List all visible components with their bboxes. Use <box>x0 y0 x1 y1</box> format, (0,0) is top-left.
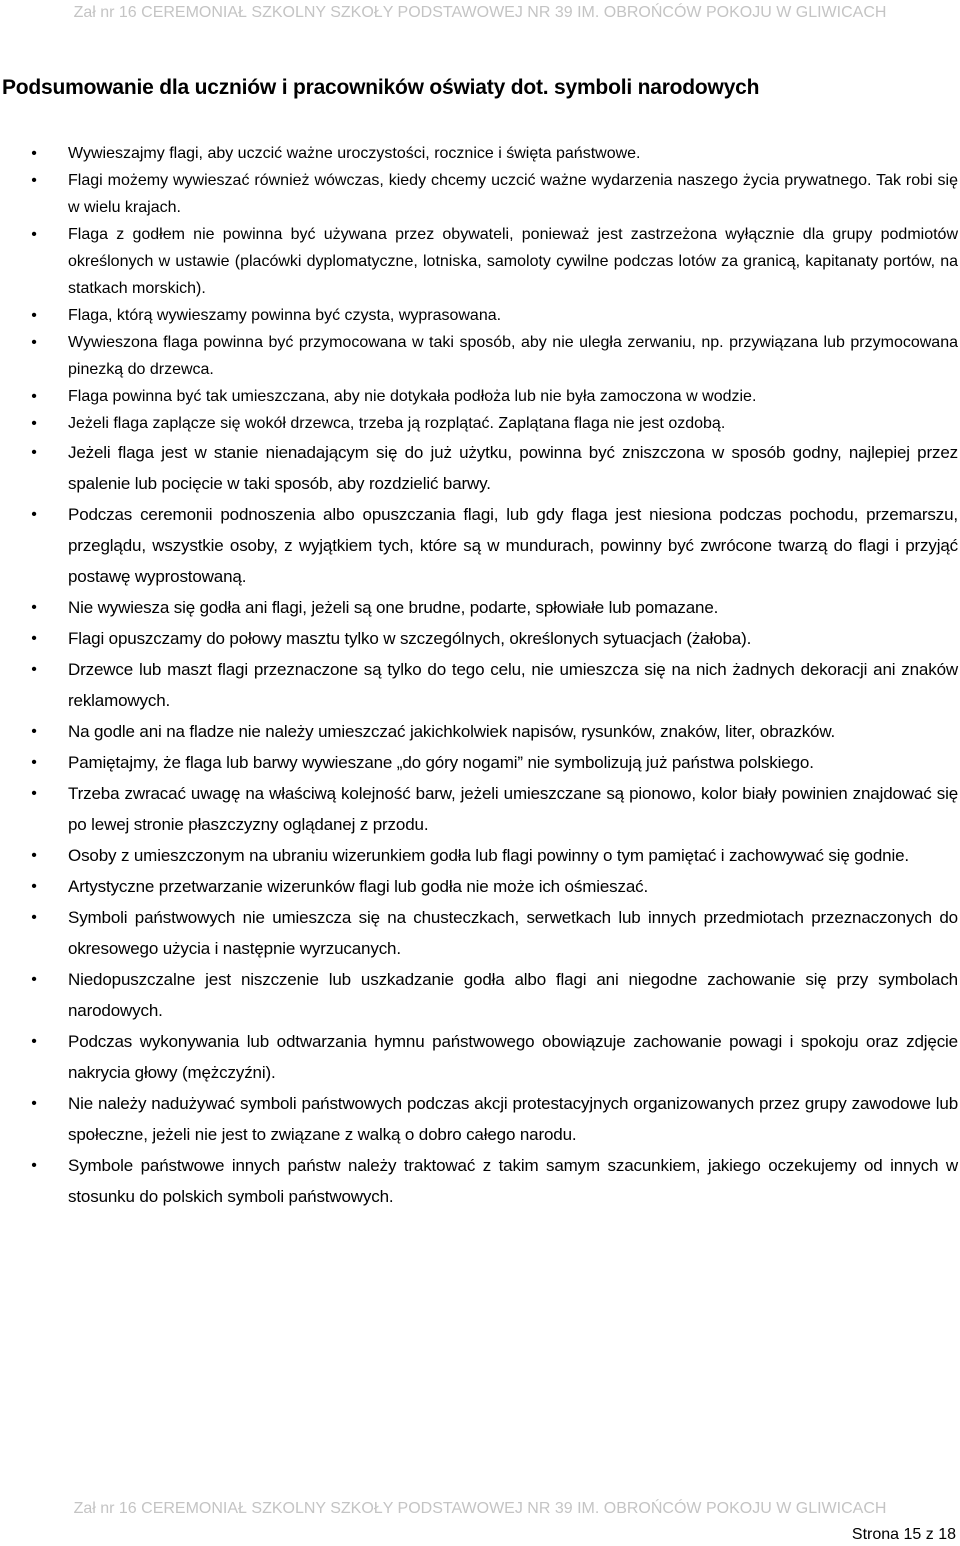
list-item-text: Pamiętajmy, że flaga lub barwy wywieszane „do góry nogami” nie symbolizują już państwa polskiego. <box>68 753 814 772</box>
list-item <box>0 654 960 716</box>
bullet-list <box>0 140 960 1212</box>
bullet-icon: • <box>31 388 37 405</box>
list-item-text: Podczas ceremonii podnoszenia albo opuszczania flagi, lub gdy flaga jest niesiona podczas pochodu, przemarszu, przeglądu, wszystkie osoby, z wyjątkiem tych, które są w mundurach, powinny być zwrócone twarzą do flagi i przyjąć postawę wyprostowaną. <box>68 505 958 586</box>
bullet-icon: • <box>31 145 37 162</box>
list-item-text: Nie należy nadużywać symboli państwowych podczas akcji protestacyjnych organizowanych przez grupy zawodowe lub społeczne, jeżeli nie jest to związane z walką o dobro całego narodu. <box>68 1094 958 1144</box>
bullet-icon: • <box>31 723 37 740</box>
list-item-text: Na godle ani na fladze nie należy umieszczać jakichkolwiek napisów, rysunków, znaków, liter, obrazków. <box>68 722 836 741</box>
page-header: Zał nr 16 CEREMONIAŁ SZKOLNY SZKOŁY PODSTAWOWEJ NR 39 IM. OBROŃCÓW POKOJU W GLIWICACH <box>73 4 887 21</box>
page-footer: Zał nr 16 CEREMONIAŁ SZKOLNY SZKOŁY PODSTAWOWEJ NR 39 IM. OBROŃCÓW POKOJU W GLIWICACH <box>73 1500 887 1517</box>
list-item-text: Flaga, którą wywieszamy powinna być czysta, wyprasowana. <box>68 307 502 324</box>
bullet-icon: • <box>31 971 37 988</box>
list-item-text: Nie wywiesza się godła ani flagi, jeżeli są one brudne, podarte, spłowiałe lub pomazane. <box>68 598 719 617</box>
list-item-text: Wywieszona flaga powinna być przymocowana w taki sposób, aby nie uległa zerwaniu, np. przywiązana lub przymocowana pinezką do drzewca. <box>68 334 958 378</box>
list-item-text: Flagi możemy wywieszać również wówczas, kiedy chcemy uczcić ważne wydarzenia naszego życia prywatnego. Tak robi się w wielu krajach. <box>68 172 958 216</box>
list-item <box>0 1150 960 1212</box>
bullet-icon: • <box>31 1095 37 1112</box>
list-item <box>0 437 960 499</box>
list-item <box>0 221 960 302</box>
list-item <box>0 747 960 778</box>
list-item-text: Symbole państwowe innych państw należy traktować z takim samym szacunkiem, jakiego oczekujemy od innych w stosunku do polskich symboli państwowych. <box>68 1156 958 1206</box>
page-number: Strona 15 z 18 <box>851 1526 956 1543</box>
list-item <box>0 716 960 747</box>
list-item-text: Osoby z umieszczonym na ubraniu wizerunkiem godła lub flagi powinny o tym pamiętać i zachowywać się godnie. <box>68 846 909 865</box>
list-item-text: Artystyczne przetwarzanie wizerunków flagi lub godła nie może ich ośmieszać. <box>68 877 649 896</box>
bullet-icon: • <box>31 878 37 895</box>
list-item-text: Symboli państwowych nie umieszcza się na chusteczkach, serwetkach lub innych przedmiotach przeznaczonych do okresowego użycia i następnie wyrzucanych. <box>68 908 958 958</box>
list-item <box>0 499 960 592</box>
list-item-text: Flaga powinna być tak umieszczana, aby nie dotykała podłoża lub nie była zamoczona w wodzie. <box>68 388 757 405</box>
bullet-icon: • <box>31 661 37 678</box>
list-item <box>0 383 960 410</box>
bullet-icon: • <box>31 785 37 802</box>
bullet-icon: • <box>31 444 37 461</box>
list-item <box>0 592 960 623</box>
list-item-text: Flaga z godłem nie powinna być używana przez obywateli, ponieważ jest zastrzeżona wyłącznie dla grupy podmiotów określonych w ustawie (placówki dyplomatyczne, lotniska, samoloty cywilne podczas lotów za granicą, kapitanaty portów, na statkach morskich). <box>68 226 958 297</box>
bullet-icon: • <box>31 226 37 243</box>
list-item <box>0 964 960 1026</box>
list-item <box>0 140 960 167</box>
bullet-icon: • <box>31 1033 37 1050</box>
list-item <box>0 410 960 437</box>
bullet-icon: • <box>31 630 37 647</box>
list-item <box>0 167 960 221</box>
list-item <box>0 871 960 902</box>
list-item-text: Niedopuszczalne jest niszczenie lub uszkadzanie godła albo flagi ani niegodne zachowanie się przy symbolach narodowych. <box>68 970 958 1020</box>
list-item-text: Trzeba zwracać uwagę na właściwą kolejność barw, jeżeli umieszczane są pionowo, kolor biały powinien znajdować się po lewej stronie płaszczyzny oglądanej z przodu. <box>68 784 958 834</box>
list-item <box>0 778 960 840</box>
list-item-text: Wywieszajmy flagi, aby uczcić ważne uroczystości, rocznice i święta państwowe. <box>68 145 641 162</box>
list-item-text: Podczas wykonywania lub odtwarzania hymnu państwowego obowiązuje zachowanie powagi i spokoju oraz zdjęcie nakrycia głowy (mężczyźni). <box>68 1032 958 1082</box>
list-item <box>0 1026 960 1088</box>
bullet-icon: • <box>31 909 37 926</box>
list-item <box>0 1088 960 1150</box>
list-item <box>0 329 960 383</box>
list-item <box>0 623 960 654</box>
bullet-icon: • <box>31 599 37 616</box>
bullet-icon: • <box>31 754 37 771</box>
bullet-icon: • <box>31 1157 37 1174</box>
bullet-icon: • <box>31 307 37 324</box>
page-title: Podsumowanie dla uczniów i pracowników oświaty dot. symboli narodowych <box>2 76 760 99</box>
bullet-icon: • <box>31 172 37 189</box>
list-item <box>0 902 960 964</box>
bullet-icon: • <box>31 415 37 432</box>
list-item <box>0 302 960 329</box>
bullet-icon: • <box>31 334 37 351</box>
bullet-icon: • <box>31 506 37 523</box>
list-item-text: Drzewce lub maszt flagi przeznaczone są tylko do tego celu, nie umieszcza się na nich żadnych dekoracji ani znaków reklamowych. <box>68 660 958 710</box>
list-item-text: Jeżeli flaga jest w stanie nienadającym się do już użytku, powinna być zniszczona w sposób godny, najlepiej przez spalenie lub pocięcie w taki sposób, aby rozdzielić barwy. <box>68 443 958 493</box>
list-item-text: Jeżeli flaga zaplącze się wokół drzewca, trzeba ją rozplątać. Zaplątana flaga nie jest ozdobą. <box>68 415 726 432</box>
list-item-text: Flagi opuszczamy do połowy masztu tylko w szczególnych, określonych sytuacjach (żałoba). <box>68 629 752 648</box>
list-item <box>0 840 960 871</box>
bullet-icon: • <box>31 847 37 864</box>
